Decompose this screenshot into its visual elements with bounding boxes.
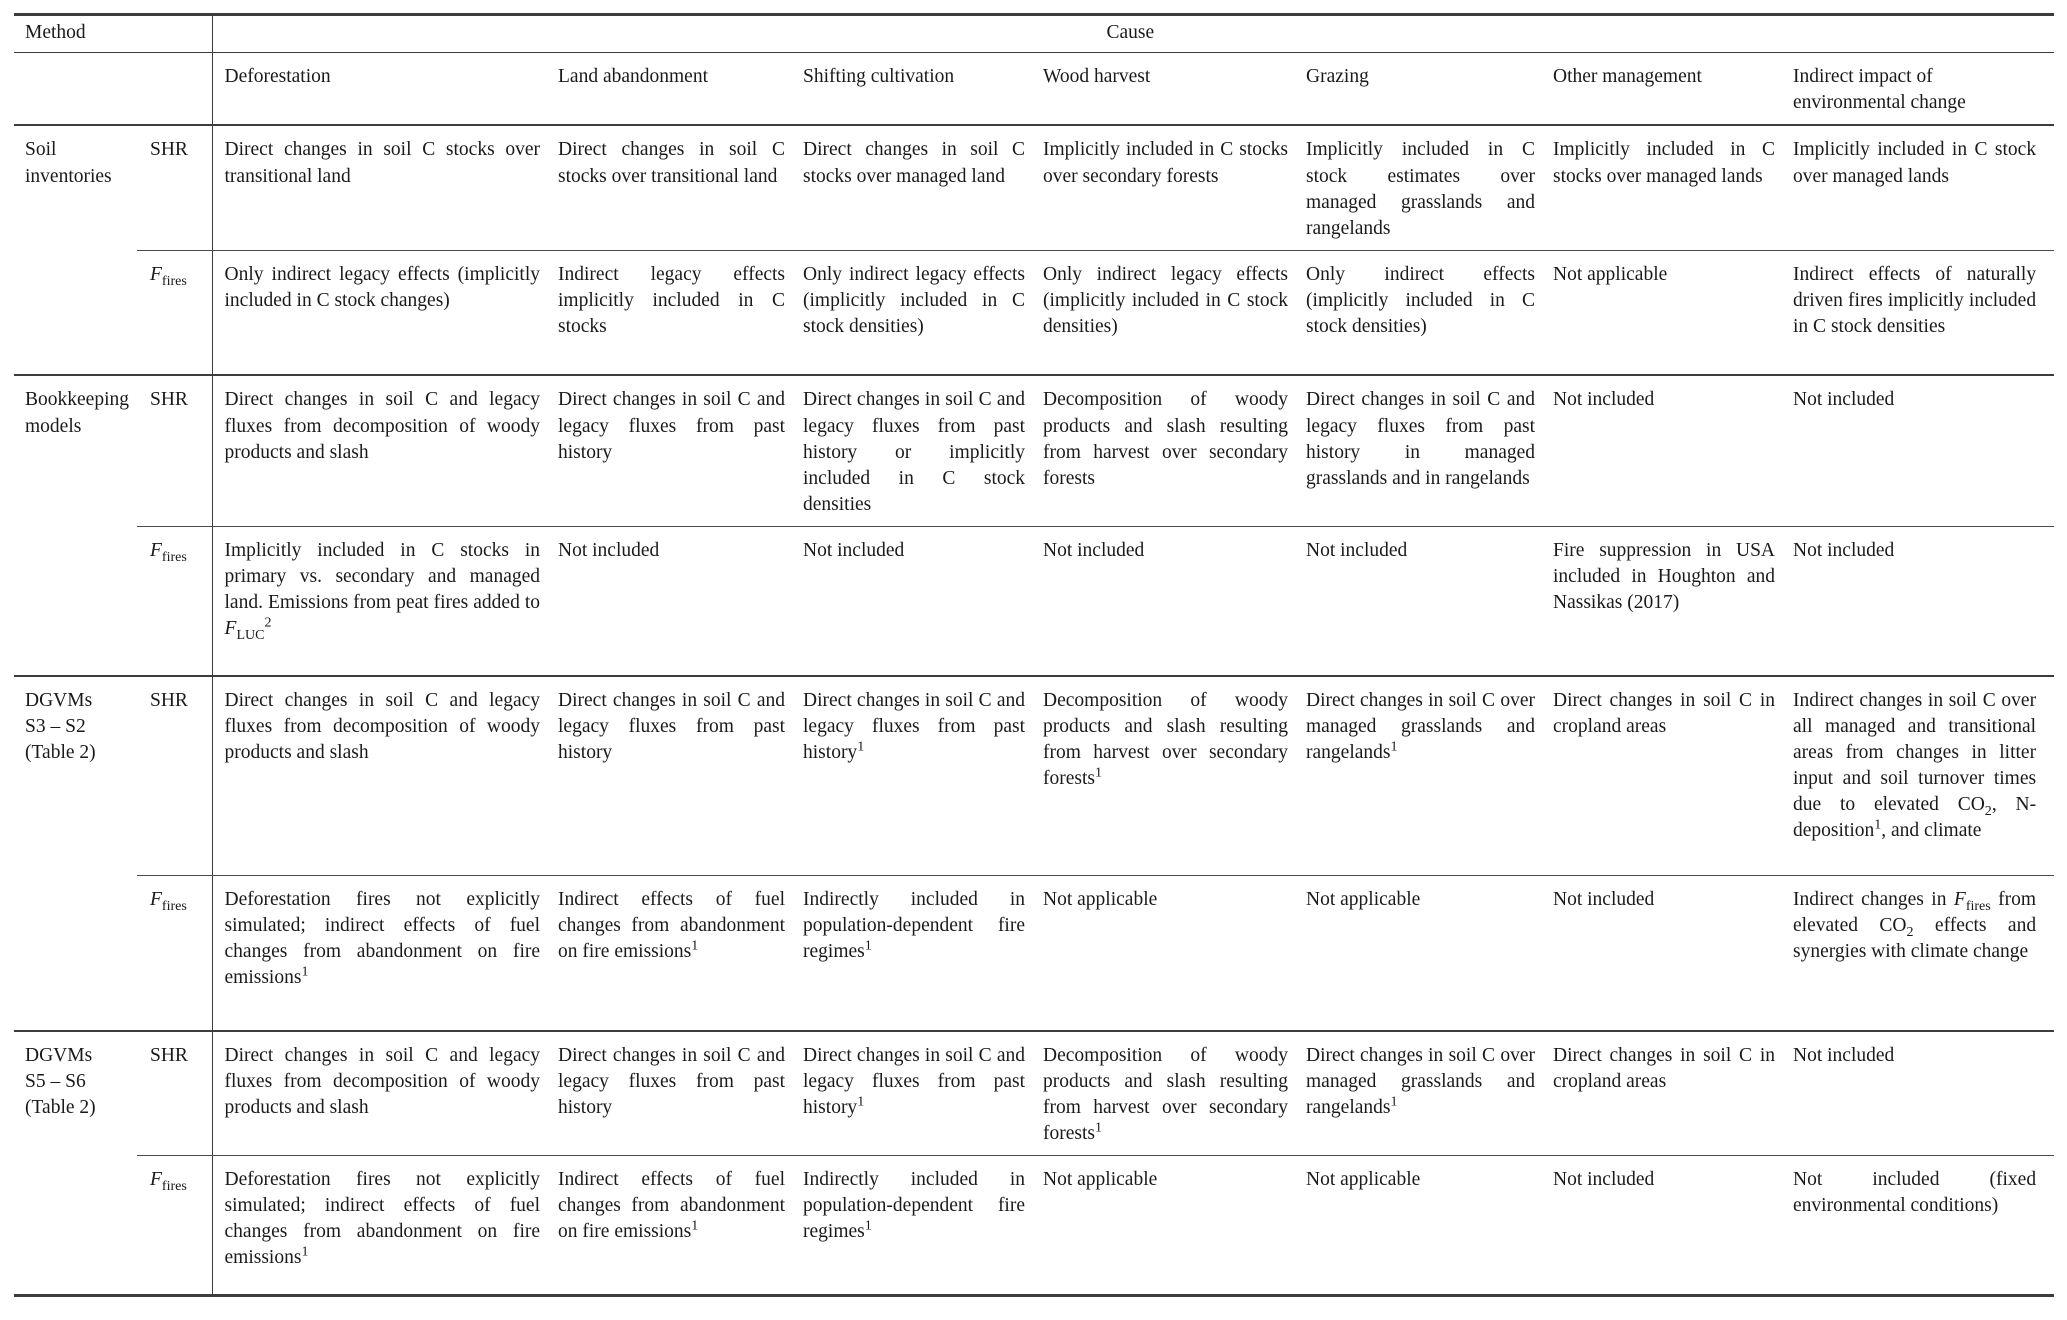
table-cell: Not included (fixed environmental conditions)	[1793, 1169, 2037, 1217]
table-cell: Direct changes in soil C and legacy fluxes from past history	[558, 375, 803, 526]
table-cell: Not applicable	[1306, 1169, 1421, 1190]
method-name: DGVMs S3 – S2 (Table 2)	[14, 676, 137, 1031]
table-cell: Implicitly included in C stock estimates over managed grasslands and rangelands	[1306, 125, 1553, 250]
table-cell: Fire suppression in USA included in Houghton and Nassikas (2017)	[1553, 540, 1776, 614]
table-row-ffires	[14, 876, 2054, 1031]
row-label-ffires: $F_{fires}$	[150, 1169, 187, 1194]
group-bookkeeping-models	[14, 375, 2054, 675]
table-cell: Direct changes in soil C and legacy fluxes from past history$^1$	[803, 1031, 1043, 1156]
row-label-ffires: $F_{fires}$	[150, 540, 187, 565]
table-cell: Not included	[1793, 375, 2054, 526]
table-cell: Not applicable	[1306, 889, 1421, 910]
table-cell: Implicitly included in C stock over managed lands	[1793, 125, 2054, 250]
column-header-deforestation: Deforestation	[212, 53, 558, 126]
method-name: Soil inventories	[25, 139, 112, 187]
table-cell: Indirect effects of naturally driven fires implicitly included in C stock densities	[1793, 263, 2037, 338]
table-cell: Indirectly included in population-dependent fire regimes$^1$	[803, 1169, 1026, 1243]
methods-cause-table	[14, 13, 2054, 1297]
table-cell: Deforestation fires not explicitly simulated; indirect effects of fuel changes from abandonment on fire emissions$^1$	[212, 876, 558, 1031]
row-label-shr: SHR	[137, 676, 212, 876]
table-cell: Indirect changes in $F_{fires}$ from elevated $CO_2$ effects and synergies with climate change	[1793, 889, 2037, 963]
header-row-cause	[14, 15, 2054, 53]
table-cell: Direct changes in soil C stocks over managed land	[803, 125, 1043, 250]
cause-header: Cause	[212, 15, 2054, 53]
table-cell: Indirect effects of fuel changes from abandonment on fire emissions$^1$	[558, 1169, 786, 1243]
row-label-ffires: $F_{fires}$	[150, 889, 187, 914]
table-cell: Only indirect legacy effects (implicitly included in C stock densities)	[1043, 263, 1289, 338]
table-cell: Implicitly included in C stocks over secondary forests	[1043, 125, 1306, 250]
table-cell: Not included	[558, 540, 660, 561]
method-name: DGVMs S5 – S6 (Table 2)	[14, 1031, 137, 1296]
table-cell: Indirect effects of fuel changes from abandonment on fire emissions$^1$	[558, 889, 786, 963]
table-row-shr	[14, 676, 2054, 876]
table-row-ffires	[14, 1156, 2054, 1296]
table-row-shr	[14, 125, 2054, 250]
table-cell: Deforestation fires not explicitly simulated; indirect effects of fuel changes from abandonment on fire emissions$^1$	[212, 1156, 558, 1296]
table-cell: Direct changes in soil C over managed grasslands and rangelands$^1$	[1306, 676, 1553, 876]
table-cell: Direct changes in soil C stocks over transitional land	[212, 125, 558, 250]
column-header-land-abandonment: Land abandonment	[558, 53, 803, 126]
table-cell: Implicitly included in C stocks over managed lands	[1553, 125, 1793, 250]
table-cell: Not included	[1043, 540, 1145, 561]
table-cell: Decomposition of woody products and slash resulting from harvest over secondary forests$^1$	[1043, 1031, 1306, 1156]
table-cell: Direct changes in soil C and legacy fluxes from past history	[558, 676, 803, 876]
table-cell: Only indirect legacy effects (implicitly included in C stock densities)	[803, 263, 1026, 338]
method-header: Method	[14, 15, 212, 53]
group-dgvms-s5-s6	[14, 1031, 2054, 1296]
table-cell: Direct changes in soil C and legacy fluxes from decomposition of woody products and slash	[212, 375, 558, 526]
table-cell: Only indirect effects (implicitly included in C stock densities)	[1306, 263, 1536, 338]
paper-page	[0, 13, 2067, 1320]
table-cell: Implicitly included in C stocks in primary vs. secondary and managed land. Emissions from peat fires added to $F_{LUC}^2$	[212, 527, 558, 676]
table-cell: Indirect legacy effects implicitly included in C stocks	[558, 263, 786, 338]
column-header-indirect-impact: Indirect impact of environmental change	[1793, 53, 2054, 126]
column-header-wood-harvest: Wood harvest	[1043, 53, 1306, 126]
table-row-ffires	[14, 250, 2054, 375]
table-cell: Not included	[1793, 1031, 2054, 1156]
table-cell: Not included	[1553, 375, 1793, 526]
column-header-grazing: Grazing	[1306, 53, 1553, 126]
table-cell: Not included	[1553, 889, 1655, 910]
table-row-ffires	[14, 527, 2054, 676]
method-name: Bookkeeping models	[14, 375, 137, 675]
table-header	[14, 15, 2054, 126]
group-soil-inventories	[14, 125, 2054, 375]
table-row-shr	[14, 1031, 2054, 1156]
table-cell: Direct changes in soil C and legacy fluxes from past history	[558, 1031, 803, 1156]
table-cell: Only indirect legacy effects (implicitly included in C stock changes)	[212, 250, 558, 375]
row-label-shr: SHR	[137, 375, 212, 526]
row-label-ffires: $F_{fires}$	[150, 263, 187, 289]
table-cell: Not applicable	[1043, 889, 1158, 910]
table-cell: Not included	[803, 540, 905, 561]
table-cell: Indirect changes in soil C over all managed and transitional areas from changes in litter input and soil turnover times due to elevated $CO_2$, N-deposition$^1$, and climate	[1793, 676, 2054, 876]
table-row-shr	[14, 375, 2054, 526]
table-cell: Not included	[1306, 540, 1408, 561]
table-cell: Decomposition of woody products and slash resulting from harvest over secondary forests$^1$	[1043, 676, 1306, 876]
row-label-shr: SHR	[137, 125, 212, 250]
column-header-other-management: Other management	[1553, 53, 1793, 126]
table-cell: Not applicable	[1553, 263, 1668, 285]
table-cell: Direct changes in soil C and legacy fluxes from decomposition of woody products and slash	[212, 676, 558, 876]
table-cell: Direct changes in soil C over managed grasslands and rangelands$^1$	[1306, 1031, 1553, 1156]
table-cell: Direct changes in soil C and legacy fluxes from past history in managed grasslands and in rangelands	[1306, 375, 1553, 526]
empty-header-cell	[14, 53, 212, 126]
table-cell: Not included	[1553, 1169, 1655, 1190]
table-cell: Not applicable	[1043, 1169, 1158, 1190]
column-header-shifting-cultivation: Shifting cultivation	[803, 53, 1043, 126]
table-cell: Direct changes in soil C and legacy fluxes from past history$^1$	[803, 676, 1043, 876]
header-row-columns	[14, 53, 2054, 126]
table-cell: Indirectly included in population-dependent fire regimes$^1$	[803, 889, 1026, 963]
table-cell: Decomposition of woody products and slash resulting from harvest over secondary forests	[1043, 375, 1306, 526]
table-cell: Direct changes in soil C and legacy fluxes from decomposition of woody products and slash	[212, 1031, 558, 1156]
table-cell: Direct changes in soil C and legacy fluxes from past history or implicitly included in C stock densities	[803, 375, 1043, 526]
table-cell: Direct changes in soil C stocks over transitional land	[558, 125, 803, 250]
table-cell: Direct changes in soil C in cropland areas	[1553, 676, 1793, 876]
table-cell: Not included	[1793, 540, 1895, 561]
table-cell: Direct changes in soil C in cropland areas	[1553, 1031, 1793, 1156]
row-label-shr: SHR	[137, 1031, 212, 1156]
group-dgvms-s3-s2	[14, 676, 2054, 1031]
